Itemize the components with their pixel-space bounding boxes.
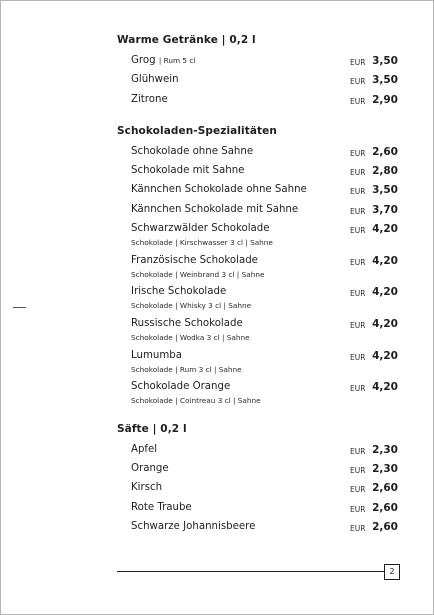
- item-currency: EUR: [350, 485, 366, 494]
- item-currency: EUR: [350, 384, 366, 393]
- item-currency: EUR: [350, 289, 366, 298]
- item-price: 4,20: [372, 381, 398, 393]
- item-name: Russische Schokolade: [131, 318, 243, 329]
- item-name: Grog | Rum 5 cl: [131, 55, 196, 66]
- item-name: Französische Schokolade: [131, 255, 258, 266]
- item-price: 3,50: [372, 184, 398, 196]
- item-description: Schokolade | Kirschwasser 3 cl | Sahne: [131, 238, 273, 247]
- item-name: Irische Schokolade: [131, 286, 227, 297]
- item-name: Kännchen Schokolade mit Sahne: [131, 204, 299, 215]
- item-name: Apfel: [131, 444, 158, 455]
- item-currency: EUR: [350, 149, 366, 158]
- page-number: 2: [384, 564, 400, 580]
- item-name: Schwarzwälder Schokolade: [131, 223, 270, 234]
- item-currency: EUR: [350, 353, 366, 362]
- item-currency: EUR: [350, 77, 366, 86]
- item-price: 2,60: [372, 502, 398, 514]
- item-price: 3,70: [372, 204, 398, 216]
- item-description: Schokolade | Rum 3 cl | Sahne: [131, 365, 242, 374]
- item-name: Schokolade ohne Sahne: [131, 146, 254, 157]
- item-name: Orange: [131, 463, 169, 474]
- item-description: Schokolade | Cointreau 3 cl | Sahne: [131, 396, 261, 405]
- item-name: Kirsch: [131, 482, 163, 493]
- footer-rule: [117, 571, 384, 572]
- item-currency: EUR: [350, 321, 366, 330]
- item-price: 2,60: [372, 482, 398, 494]
- item-name: Schokolade Orange: [131, 381, 231, 392]
- item-price: 4,20: [372, 255, 398, 267]
- item-currency: EUR: [350, 168, 366, 177]
- item-currency: EUR: [350, 97, 366, 106]
- section-title-juices: Säfte | 0,2 l: [117, 423, 187, 435]
- item-currency: EUR: [350, 226, 366, 235]
- item-price: 3,50: [372, 55, 398, 67]
- item-inline-note: | Rum 5 cl: [158, 56, 196, 65]
- item-description: Schokolade | Wodka 3 cl | Sahne: [131, 333, 250, 342]
- item-name: Schwarze Johannisbeere: [131, 521, 256, 532]
- item-name: Rote Traube: [131, 502, 192, 513]
- item-price: 2,30: [372, 463, 398, 475]
- item-price: 2,90: [372, 94, 398, 106]
- item-currency: EUR: [350, 258, 366, 267]
- section-title-chocolate: Schokoladen-Spezialitäten: [117, 125, 277, 137]
- item-price: 4,20: [372, 223, 398, 235]
- item-price: 2,80: [372, 165, 398, 177]
- item-currency: EUR: [350, 207, 366, 216]
- item-description: Schokolade | Whisky 3 cl | Sahne: [131, 301, 252, 310]
- item-currency: EUR: [350, 58, 366, 67]
- item-name: Glühwein: [131, 74, 179, 85]
- item-price: 4,20: [372, 350, 398, 362]
- item-name: Kännchen Schokolade ohne Sahne: [131, 184, 307, 195]
- item-currency: EUR: [350, 524, 366, 533]
- item-currency: EUR: [350, 447, 366, 456]
- item-description: Schokolade | Weinbrand 3 cl | Sahne: [131, 270, 265, 279]
- item-price: 4,20: [372, 286, 398, 298]
- item-price: 2,30: [372, 444, 398, 456]
- item-price: 4,20: [372, 318, 398, 330]
- item-currency: EUR: [350, 505, 366, 514]
- item-name: Lumumba: [131, 350, 182, 361]
- item-price: 2,60: [372, 521, 398, 533]
- item-currency: EUR: [350, 187, 366, 196]
- item-price: 3,50: [372, 74, 398, 86]
- item-name: Zitrone: [131, 94, 168, 105]
- item-currency: EUR: [350, 466, 366, 475]
- section-title-warm-drinks: Warme Getränke | 0,2 l: [117, 34, 256, 46]
- margin-tick: [13, 307, 26, 308]
- item-name: Schokolade mit Sahne: [131, 165, 245, 176]
- item-price: 2,60: [372, 146, 398, 158]
